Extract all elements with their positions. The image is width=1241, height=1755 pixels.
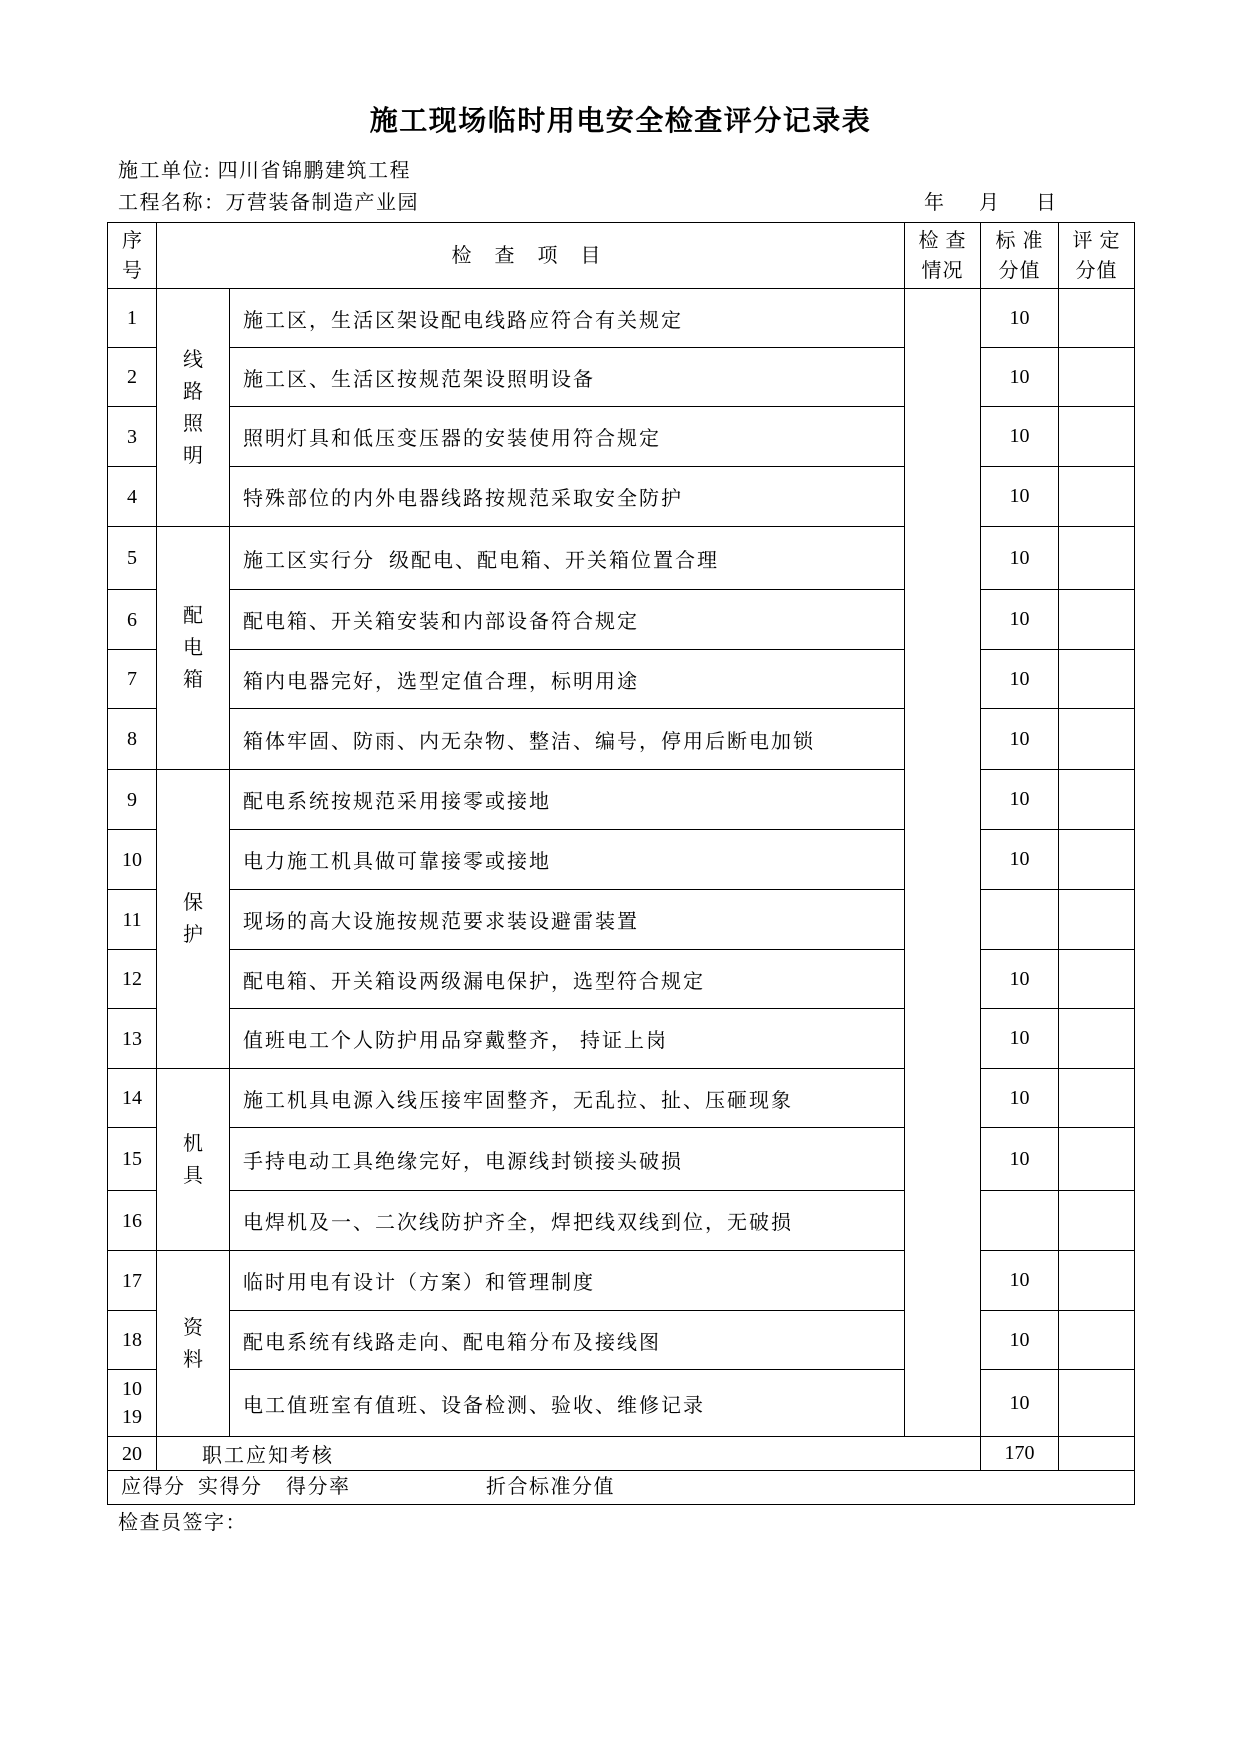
standard-score-cell — [981, 890, 1059, 950]
header-check-item: 检 查 项 目 — [157, 223, 905, 289]
check-item-cell: 施工区，生活区架设配电线路应符合有关规定 — [230, 289, 905, 348]
total-row — [108, 1437, 1135, 1471]
check-item-cell: 照明灯具和低压变压器的安装使用符合规定 — [230, 407, 905, 467]
table-row — [108, 1191, 1135, 1251]
seq-cell: 8 — [108, 709, 157, 770]
actual-score-label: 实得分 — [198, 1476, 263, 1498]
check-item-cell: 施工区实行分 级配电、配电箱、开关箱位置合理 — [230, 527, 905, 590]
header-rated-score: 评 定 分值 — [1059, 223, 1135, 289]
category-label: 保护 — [183, 892, 203, 946]
seq-cell: 15 — [108, 1128, 157, 1191]
standard-score-cell: 10 — [981, 709, 1059, 770]
standard-score-cell: 10 — [981, 1009, 1059, 1069]
seq-cell: 18 — [108, 1311, 157, 1370]
header-standard-score: 标 准 分值 — [981, 223, 1059, 289]
standard-score-cell: 10 — [981, 650, 1059, 709]
table-row — [108, 770, 1135, 830]
date-month-label: 月 — [979, 192, 999, 214]
standard-score-cell: 10 — [981, 1069, 1059, 1128]
rated-score-cell — [1059, 1128, 1135, 1191]
construction-unit-value: 四川省锦鹏建筑工程 — [217, 160, 412, 182]
standard-score-cell: 10 — [981, 1370, 1059, 1437]
seq-cell: 7 — [108, 650, 157, 709]
check-item-cell: 特殊部位的内外电器线路按规范采取安全防护 — [230, 467, 905, 527]
standard-score-cell: 10 — [981, 527, 1059, 590]
date-day-label: 日 — [1036, 192, 1056, 214]
table-row — [108, 467, 1135, 527]
category-cell — [157, 1251, 230, 1437]
total-rated-score-cell — [1059, 1437, 1135, 1471]
date-year-label: 年 — [924, 192, 944, 214]
rated-score-cell — [1059, 1009, 1135, 1069]
standard-score-cell: 10 — [981, 1128, 1059, 1191]
check-item-cell: 临时用电有设计（方案）和管理制度 — [230, 1251, 905, 1311]
category-label: 资料 — [183, 1316, 203, 1371]
table-row — [108, 1128, 1135, 1191]
inspection-status-cell — [905, 289, 981, 1437]
project-name-label: 工程名称： — [118, 192, 226, 214]
check-item-cell: 电工值班室有值班、设备检测、验收、维修记录 — [230, 1370, 905, 1437]
table-row — [108, 1069, 1135, 1128]
summary-box — [108, 1471, 1134, 1504]
rated-score-cell — [1059, 1251, 1135, 1311]
seq-cell: 5 — [108, 527, 157, 590]
category-label: 线路照明 — [183, 348, 203, 467]
inspection-score-table — [107, 222, 1135, 1505]
inspector-signature-label: 检查员签字： — [118, 1512, 247, 1534]
table-row — [108, 650, 1135, 709]
standard-score-cell: 10 — [981, 950, 1059, 1009]
category-cell — [157, 770, 230, 1069]
project-name-line — [118, 190, 419, 216]
check-item-cell: 箱体牢固、防雨、内无杂物、整洁、编号，停用后断电加锁 — [230, 709, 905, 770]
check-item-cell: 配电系统有线路走向、配电箱分布及接线图 — [230, 1311, 905, 1370]
rated-score-cell — [1059, 1191, 1135, 1251]
seq-cell: 9 — [108, 770, 157, 830]
seq-cell: 3 — [108, 407, 157, 467]
category-label: 机具 — [183, 1132, 203, 1187]
header-row — [108, 223, 1135, 289]
header-seq: 序 号 — [108, 223, 157, 289]
standard-score-cell: 10 — [981, 1251, 1059, 1311]
rated-score-cell — [1059, 650, 1135, 709]
rated-score-cell — [1059, 1370, 1135, 1437]
table-row — [108, 289, 1135, 348]
standard-score-cell: 10 — [981, 348, 1059, 407]
seq-cell: 12 — [108, 950, 157, 1009]
seq-cell: 11 — [108, 890, 157, 950]
check-item-cell: 配电箱、开关箱安装和内部设备符合规定 — [230, 590, 905, 650]
rated-score-cell — [1059, 467, 1135, 527]
construction-unit-label: 施工单位: — [118, 160, 218, 182]
total-item-cell: 职工应知考核 — [157, 1437, 981, 1471]
table-row — [108, 527, 1135, 590]
total-seq-cell: 20 — [108, 1437, 157, 1471]
table-row — [108, 1370, 1135, 1437]
rated-score-cell — [1059, 289, 1135, 348]
table-row — [108, 348, 1135, 407]
standard-score-cell: 10 — [981, 289, 1059, 348]
rated-score-cell — [1059, 709, 1135, 770]
category-cell — [157, 289, 230, 527]
total-standard-score-cell: 170 — [981, 1437, 1059, 1471]
rated-score-cell — [1059, 770, 1135, 830]
rated-score-cell — [1059, 527, 1135, 590]
summary-cell — [108, 1471, 1135, 1505]
check-item-cell: 电焊机及一、二次线防护齐全，焊把线双线到位，无破损 — [230, 1191, 905, 1251]
rated-score-cell — [1059, 830, 1135, 890]
seq-cell: 10 19 — [108, 1370, 157, 1437]
seq-cell: 2 — [108, 348, 157, 407]
seq-cell: 14 — [108, 1069, 157, 1128]
rated-score-cell — [1059, 1069, 1135, 1128]
check-item-cell: 施工区、生活区按规范架设照明设备 — [230, 348, 905, 407]
table-footer-rows — [108, 1437, 1135, 1505]
standard-score-cell: 10 — [981, 407, 1059, 467]
category-cell — [157, 527, 230, 770]
rated-score-cell — [1059, 590, 1135, 650]
standard-score-cell: 10 — [981, 770, 1059, 830]
table-row — [108, 709, 1135, 770]
seq-cell: 10 — [108, 830, 157, 890]
standard-score-cell: 10 — [981, 830, 1059, 890]
standard-score-cell: 10 — [981, 1311, 1059, 1370]
check-item-cell: 配电箱、开关箱设两级漏电保护，选型符合规定 — [230, 950, 905, 1009]
table-row — [108, 1311, 1135, 1370]
project-name-value: 万营装备制造产业园 — [225, 192, 419, 214]
check-item-cell: 值班电工个人防护用品穿戴整齐， 持证上岗 — [230, 1009, 905, 1069]
check-item-cell: 施工机具电源入线压接牢固整齐，无乱拉、扯、压砸现象 — [230, 1069, 905, 1128]
rated-score-cell — [1059, 407, 1135, 467]
standard-score-cell — [981, 1191, 1059, 1251]
standard-score-cell: 10 — [981, 467, 1059, 527]
table-row — [108, 407, 1135, 467]
seq-cell: 1 — [108, 289, 157, 348]
page-title: 施工现场临时用电安全检查评分记录表 — [369, 106, 872, 137]
rated-score-cell — [1059, 348, 1135, 407]
table-row — [108, 1251, 1135, 1311]
check-item-cell: 箱内电器完好，选型定值合理，标明用途 — [230, 650, 905, 709]
summary-row — [108, 1471, 1135, 1505]
category-cell — [157, 1069, 230, 1251]
category-label: 配电箱 — [183, 605, 203, 691]
seq-cell: 13 — [108, 1009, 157, 1069]
table-row — [108, 950, 1135, 1009]
seq-cell: 17 — [108, 1251, 157, 1311]
table-row — [108, 890, 1135, 950]
seq-cell: 6 — [108, 590, 157, 650]
rated-score-cell — [1059, 950, 1135, 1009]
seq-cell: 4 — [108, 467, 157, 527]
check-item-cell: 配电系统按规范采用接零或接地 — [230, 770, 905, 830]
seq-cell: 16 — [108, 1191, 157, 1251]
rated-score-cell — [1059, 1311, 1135, 1370]
converted-score-label: 折合标准分值 — [486, 1476, 615, 1498]
check-item-cell: 手持电动工具绝缘完好，电源线封锁接头破损 — [230, 1128, 905, 1191]
table-row — [108, 590, 1135, 650]
table-row — [108, 1009, 1135, 1069]
header-inspection-status: 检 查 情况 — [905, 223, 981, 289]
expected-score-label: 应得分 — [121, 1476, 186, 1498]
table-row — [108, 830, 1135, 890]
rated-score-cell — [1059, 890, 1135, 950]
check-item-cell: 现场的高大设施按规范要求装设避雷装置 — [230, 890, 905, 950]
construction-unit-line — [118, 158, 411, 184]
score-rate-label: 得分率 — [286, 1476, 351, 1498]
check-item-cell: 电力施工机具做可靠接零或接地 — [230, 830, 905, 890]
item-rows — [108, 289, 1135, 1437]
standard-score-cell: 10 — [981, 590, 1059, 650]
